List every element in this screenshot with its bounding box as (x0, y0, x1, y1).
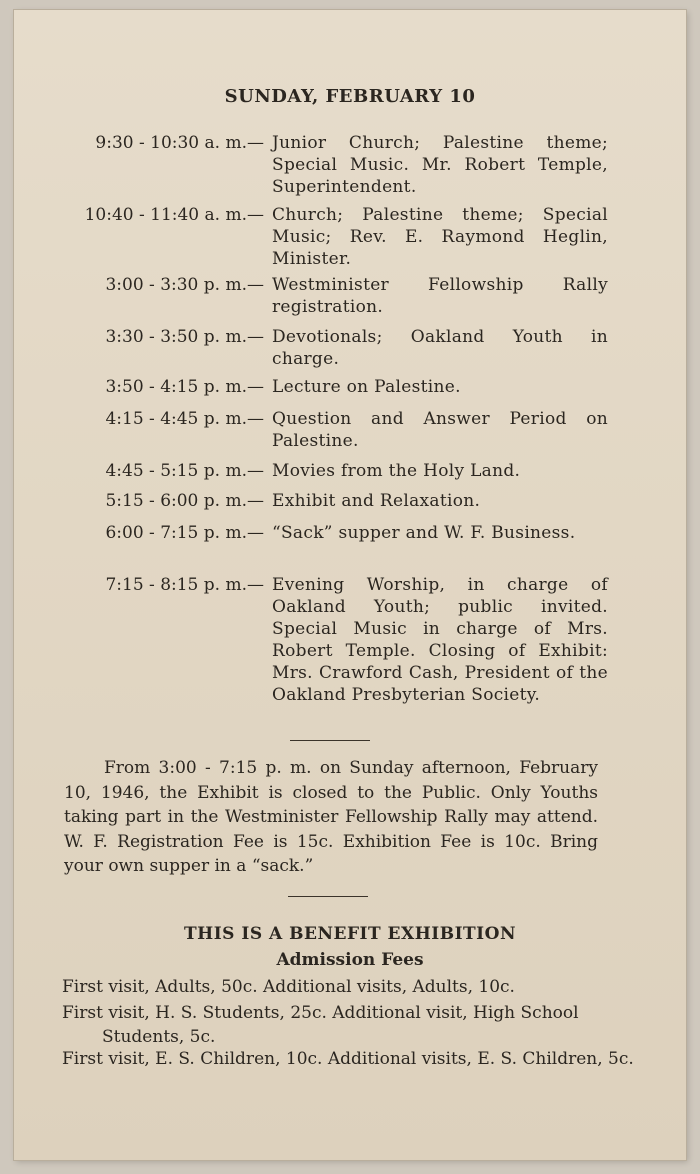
admission-fees-heading: Admission Fees (276, 950, 424, 970)
entry-description: Church; Palestine theme; Special Music; Rev. E. Raymond Heglin, Minister. (272, 205, 608, 269)
entry-time: 9:30 - 10:30 a. m.— (95, 133, 264, 153)
entry-time: 4:15 - 4:45 p. m.— (105, 409, 264, 429)
entry-description: Question and Answer Period on Palestine. (272, 409, 608, 451)
entry-time: 3:30 - 3:50 p. m.— (105, 327, 264, 347)
benefit-title: THIS IS A BENEFIT EXHIBITION (184, 924, 516, 944)
entry-time: 3:00 - 3:30 p. m.— (105, 275, 264, 295)
day-heading: SUNDAY, FEBRUARY 10 (224, 86, 476, 107)
closure-notice: From 3:00 - 7:15 p. m. on Sunday afternoon, February 10, 1946, the Exhibit is closed to the Public. Only Youths taking part in the Westminister Fellowship Rally may attend. W. F. Registration Fee is 15c. Exhibition Fee is 10c. Bring your own supper in a “sack.” (64, 758, 598, 876)
entry-description: “Sack” supper and W. F. Business. (272, 523, 576, 543)
fee-line: First visit, Adults, 50c. Additional visits, Adults, 10c. (62, 977, 515, 997)
entry-description: Evening Worship, in charge of Oakland Youth; public invited. Special Music in charge of Mrs. Robert Temple. Closing of Exhibit: Mrs. Crawford Cash, President of the Oakland Presbyterian Society. (272, 575, 608, 705)
entry-time: 6:00 - 7:15 p. m.— (105, 523, 264, 543)
entry-time: 10:40 - 11:40 a. m.— (84, 205, 264, 225)
entry-time: 7:15 - 8:15 p. m.— (105, 575, 264, 595)
section-divider (290, 740, 370, 741)
section-divider (288, 896, 368, 897)
entry-description: Exhibit and Relaxation. (272, 491, 481, 511)
fee-line: First visit, H. S. Students, 25c. Additional visit, High School Students, 5c. (62, 1003, 579, 1047)
entry-time: 3:50 - 4:15 p. m.— (105, 377, 264, 397)
fee-line: First visit, E. S. Children, 10c. Additional visits, E. S. Children, 5c. (62, 1049, 634, 1069)
entry-description: Devotionals; Oakland Youth in charge. (272, 327, 608, 369)
entry-description: Junior Church; Palestine theme; Special Music. Mr. Robert Temple, Superintendent. (272, 133, 608, 197)
program-sheet (14, 10, 686, 1160)
entry-time: 5:15 - 6:00 p. m.— (105, 491, 264, 511)
entry-description: Movies from the Holy Land. (272, 461, 521, 481)
entry-description: Westminister Fellowship Rally registration. (272, 275, 608, 317)
entry-time: 4:45 - 5:15 p. m.— (105, 461, 264, 481)
entry-description: Lecture on Palestine. (272, 377, 461, 397)
